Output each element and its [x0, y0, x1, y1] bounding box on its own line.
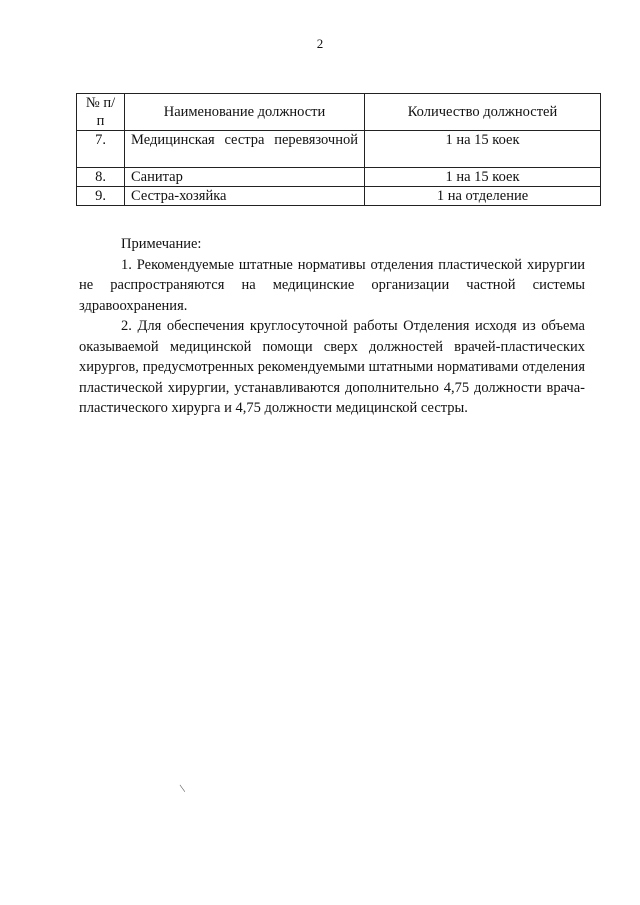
notes-title: Примечание: — [121, 236, 202, 252]
notes-section — [79, 234, 585, 419]
table-row — [77, 131, 601, 168]
header-name: Наименование должности — [125, 94, 365, 131]
row-name: Санитар — [125, 168, 365, 187]
table-row — [77, 168, 601, 187]
row-number: 9. — [77, 187, 125, 206]
note-item: 2. Для обеспечения круглосуточной работы Отделения исходя из объема оказываемой медицинской помощи сверх должностей врачей-пластических хирургов, предусмотренных рекомендуемыми штатными нормативами отделения пластической хирургии, устанавливаются дополнительно 4,75 должности врача-пластического хирурга и 4,75 должности медицинской сестры. — [79, 318, 585, 416]
table-row — [77, 187, 601, 206]
row-name — [125, 131, 365, 168]
table-header-row — [77, 94, 601, 131]
page-number: 2 — [316, 36, 324, 51]
row-name: Сестра-хозяйка — [125, 187, 365, 206]
header-number: № п/п — [77, 94, 125, 131]
row-quantity: 1 на 15 коек — [365, 131, 601, 168]
scan-mark: / — [175, 782, 189, 794]
note-item: 1. Рекомендуемые штатные нормативы отделения пластической хирургии не распространяются на медицинские организации частной системы здравоохранения. — [79, 256, 585, 314]
row-quantity: 1 на 15 коек — [365, 168, 601, 187]
row-name-text: Медицинская сестра перевязочной — [131, 132, 358, 148]
staff-table — [76, 93, 601, 206]
header-quantity: Количество должностей — [365, 94, 601, 131]
row-number: 7. — [77, 131, 125, 168]
row-number: 8. — [77, 168, 125, 187]
row-quantity: 1 на отделение — [365, 187, 601, 206]
